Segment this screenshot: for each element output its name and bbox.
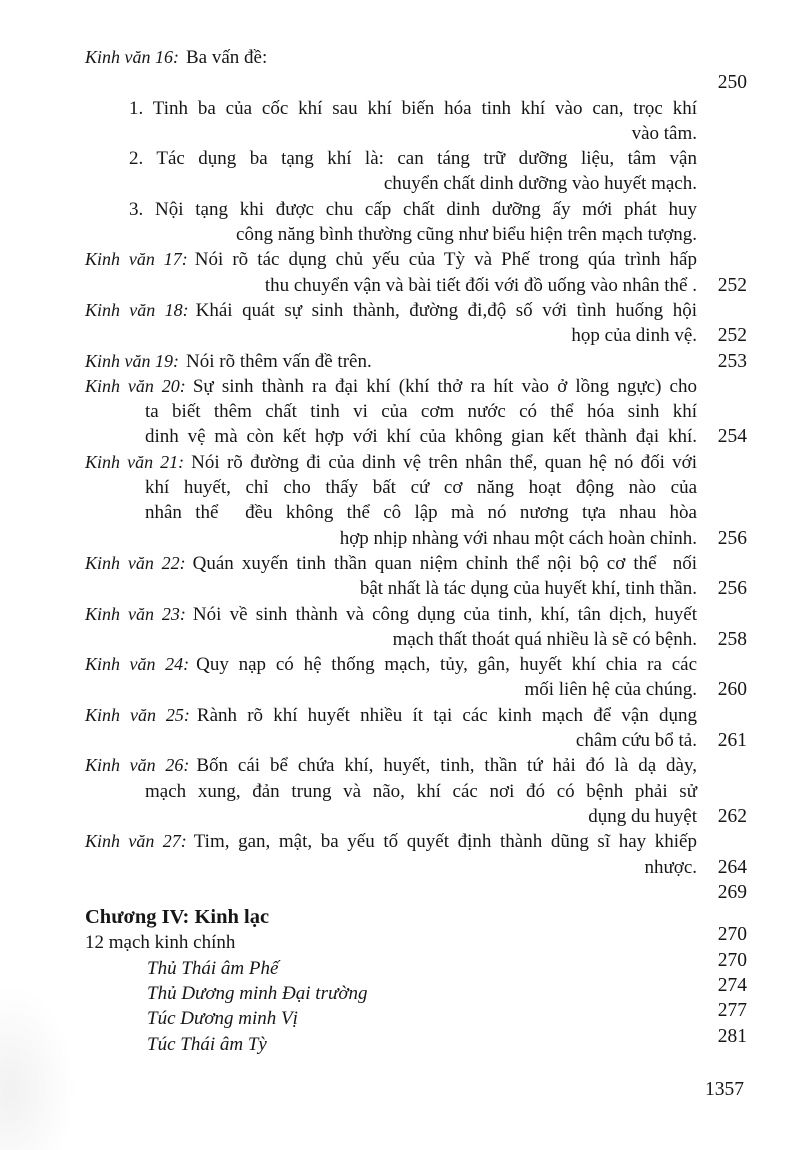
toc-line <box>85 677 697 702</box>
toc-entry-label: Kinh văn 27: <box>85 831 187 852</box>
toc-page-ref: 258 <box>717 628 747 650</box>
toc-line <box>85 576 697 601</box>
toc-entry-text: Ba vấn đề: <box>186 47 268 68</box>
toc-line <box>85 171 697 196</box>
toc-row <box>85 349 747 374</box>
toc-row <box>85 974 747 1006</box>
toc-entry-text: 12 mạch kinh chính <box>85 932 236 954</box>
toc-page-ref: 277 <box>717 1000 747 1022</box>
toc-entry-text: dụng du huyệt <box>588 805 697 827</box>
toc-entry-label: Kinh văn 17: <box>85 249 188 270</box>
toc-line <box>85 475 697 500</box>
toc-entry-label: Kinh văn 20: <box>85 375 186 396</box>
toc-row <box>85 753 747 778</box>
toc-line <box>85 96 697 121</box>
toc-entry-text: Sự sinh thành ra đại khí (khí thở ra hít vào ở lồng ngực) cho <box>192 375 697 397</box>
toc-entry-text: chuyển chất dinh dưỡng vào huyết mạch. <box>383 173 697 195</box>
toc-line <box>85 652 697 677</box>
toc-row <box>85 677 747 702</box>
toc-entry-label: Kinh văn 18: <box>85 299 189 320</box>
toc-entry-label: Kinh văn 22: <box>85 552 186 573</box>
toc-entry-text: Túc Thái âm Tỳ <box>147 1033 267 1055</box>
toc-page-ref: 252 <box>717 325 747 347</box>
toc-entry-text: thu chuyển vận và bài tiết đối với đồ uống vào nhân thể . <box>264 274 697 296</box>
toc-entry-text: mối liên hệ của chúng. <box>524 679 697 701</box>
toc-entry-label: Kinh văn 23: <box>85 603 186 624</box>
toc-page-ref: 253 <box>717 350 747 372</box>
toc-entry-text: Chương IV: Kinh lạc <box>85 906 270 929</box>
toc-line <box>85 273 697 298</box>
toc-entry-text: công năng bình thường cũng như biểu hiện trên mạch tượng. <box>236 224 697 246</box>
scan-smudge-artifact <box>0 985 75 1150</box>
toc-line <box>85 855 697 880</box>
toc-entry-text: Bốn cái bể chứa khí, huyết, tinh, thần tứ hải đó là dạ dày, <box>196 755 697 777</box>
toc-row <box>85 247 747 272</box>
toc-entry-text: Túc Dương minh Vị <box>147 1008 298 1030</box>
toc-entry-text: mạch thất thoát quá nhiều là sẽ có bệnh. <box>392 628 697 650</box>
toc-row <box>85 197 747 222</box>
toc-entry-text: ta biết thêm chất tinh vi của cơm nước có thể hóa sinh khí <box>145 401 697 423</box>
toc-row <box>85 905 747 930</box>
toc-row <box>85 855 747 880</box>
toc-page-ref: 252 <box>717 274 747 296</box>
toc-entry-text: Tim, gan, mật, ba yếu tố quyết định thành dũng sĩ hay khiếp <box>193 831 697 853</box>
toc-row <box>85 298 747 323</box>
toc-row <box>85 779 747 804</box>
toc-line <box>85 399 697 424</box>
book-page-number: 1357 <box>705 1079 744 1100</box>
toc-row <box>85 526 747 551</box>
toc-line <box>85 374 697 399</box>
toc-entry-text: vào tâm. <box>631 122 697 144</box>
toc-line <box>85 779 697 804</box>
toc-entry-text: Rành rõ khí huyết nhiều ít tại các kinh mạch để vận dụng <box>196 704 697 726</box>
toc-entry-text: nhược. <box>644 856 697 878</box>
toc-row <box>85 323 747 348</box>
toc-entry-label: Kinh văn 19: <box>85 350 179 371</box>
toc-line <box>85 500 697 525</box>
toc-entry-text: 3. Nội tạng khi được chu cấp chất dinh dưỡng ấy mới phát huy <box>129 198 697 220</box>
toc-line <box>85 146 697 171</box>
toc-row <box>85 222 747 247</box>
toc-page-ref: 261 <box>717 730 747 752</box>
toc-line <box>85 526 697 551</box>
toc-row <box>85 475 747 500</box>
toc-entry-text: dinh vệ mà còn kết hợp với khí của không gian kết thành đại khí. <box>145 426 697 448</box>
toc-line <box>85 956 697 981</box>
toc-entry-text: hợp nhịp nhàng với nhau một cách hoàn chỉnh. <box>339 527 697 549</box>
toc-row <box>85 1000 747 1031</box>
toc-row <box>85 171 747 196</box>
toc-page-ref: 260 <box>717 679 747 701</box>
toc-entry-text: châm cứu bổ tả. <box>575 730 697 752</box>
toc-page-ref: 264 <box>717 856 747 878</box>
toc-row <box>85 500 747 525</box>
toc-entry-text: Thủ Dương minh Đại trường <box>147 982 368 1004</box>
toc-line <box>85 627 697 652</box>
toc-row <box>85 627 747 652</box>
toc-line <box>85 349 697 374</box>
toc-entry-text: Nói rõ thêm vấn đề trên. <box>186 350 372 372</box>
toc-line <box>85 1032 697 1057</box>
toc-row <box>85 121 747 146</box>
toc-line <box>85 450 697 475</box>
toc-page-ref: 256 <box>717 527 747 549</box>
toc-row <box>85 703 747 728</box>
toc-entry-text: Quán xuyến tinh thần quan niệm chỉnh thể nội bộ cơ thể nối <box>192 552 697 574</box>
toc-line <box>85 298 697 323</box>
toc-entry-text: mạch xung, đản trung và não, khí các nơi đó có bệnh phải sử <box>145 780 697 802</box>
toc-page-ref: 270 <box>717 949 747 971</box>
toc-line <box>85 930 697 955</box>
toc-row <box>85 728 747 753</box>
toc-row <box>85 924 747 955</box>
table-of-contents <box>85 45 747 1057</box>
toc-line <box>85 829 697 854</box>
toc-row <box>85 374 747 399</box>
toc-entry-text: Nói rõ đường đi của dinh vệ trên nhân thể, quan hệ nó đối với <box>191 451 697 473</box>
toc-row <box>85 424 747 449</box>
toc-line <box>85 45 697 70</box>
toc-row <box>85 1025 747 1057</box>
toc-entry-text: Nói về sinh thành và công dụng của tinh, khí, tân dịch, huyết <box>192 603 697 625</box>
toc-line <box>85 551 697 576</box>
toc-entry-text: bật nhất là tác dụng của huyết khí, tinh thần. <box>359 578 697 600</box>
toc-row <box>85 96 747 121</box>
toc-page-ref: 269 <box>717 881 747 903</box>
toc-line <box>85 905 697 930</box>
toc-line <box>85 222 697 247</box>
toc-entry-text: khí huyết, chỉ cho thấy bất cứ cơ năng hoạt động nào của <box>145 477 697 499</box>
toc-page-ref: 250 <box>717 72 747 94</box>
toc-row <box>85 880 747 905</box>
toc-line <box>85 753 697 778</box>
toc-entry-text: Nói rõ tác dụng chủ yếu của Tỳ và Phế trong qúa trình hấp <box>194 249 697 271</box>
toc-entry-label: Kinh văn 21: <box>85 451 185 472</box>
toc-line <box>85 247 697 272</box>
toc-row <box>85 804 747 829</box>
toc-line <box>85 197 697 222</box>
toc-page-ref: 262 <box>717 805 747 827</box>
toc-entry-text: Khái quát sự sinh thành, đường đi,độ số với tình huống hội <box>195 299 697 321</box>
toc-row <box>85 602 747 627</box>
toc-entry-text: 2. Tác dụng ba tạng khí là: can táng trữ dưỡng liệu, tâm vận <box>129 148 697 170</box>
toc-line <box>85 424 697 449</box>
toc-page-ref: 256 <box>717 578 747 600</box>
toc-row <box>85 45 747 70</box>
toc-entry-text: Quy nạp có hệ thống mạch, tủy, gân, huyết khí chia ra các <box>196 654 697 676</box>
toc-row <box>85 576 747 601</box>
toc-line <box>85 804 697 829</box>
toc-page-ref: 281 <box>717 1025 747 1047</box>
toc-line <box>85 1006 697 1031</box>
toc-row <box>85 146 747 171</box>
toc-line <box>85 323 697 348</box>
toc-row <box>85 273 747 298</box>
toc-row <box>85 652 747 677</box>
toc-line <box>85 703 697 728</box>
toc-row <box>85 829 747 854</box>
toc-entry-text: nhân thể đều không thể cô lập mà nó nương tựa nhau hòa <box>145 502 697 524</box>
toc-row <box>85 551 747 576</box>
toc-row <box>85 949 747 981</box>
toc-entry-label: Kinh văn 25: <box>85 704 190 725</box>
toc-line <box>85 602 697 627</box>
toc-line <box>85 121 697 146</box>
toc-row <box>85 70 747 95</box>
toc-entry-label: Kinh văn 16: <box>85 47 179 67</box>
toc-entry-text: Thủ Thái âm Phế <box>147 957 279 979</box>
toc-page-ref: 270 <box>717 924 747 946</box>
toc-entry-text: 1. Tinh ba của cốc khí sau khí biến hóa tinh khí vào can, trọc khí <box>129 97 697 119</box>
toc-entry-label: Kinh văn 24: <box>85 654 190 675</box>
toc-row <box>85 399 747 424</box>
toc-entry-label: Kinh văn 26: <box>85 755 190 776</box>
toc-entry-text: họp của dinh vệ. <box>571 325 697 347</box>
toc-page-ref: 254 <box>717 426 747 448</box>
toc-row <box>85 450 747 475</box>
toc-page-ref: 274 <box>717 974 747 996</box>
toc-line <box>85 728 697 753</box>
toc-line <box>85 981 697 1006</box>
